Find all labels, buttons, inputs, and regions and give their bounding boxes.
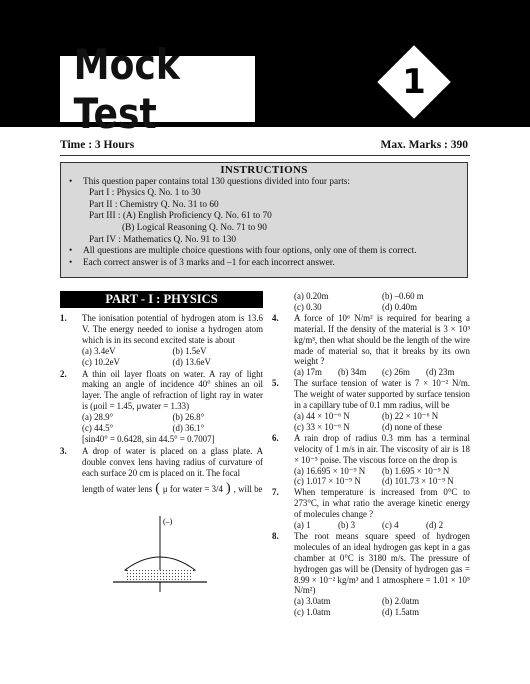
question-text: A force of 10⁶ N/m² is required for bearing a material. If the density of the material is 3 × 10³ kg/m³, then what should be the length of the wire made of material so, that it breaks by its own weight ? [294, 312, 470, 367]
instruction-line: (B) Logical Reasoning Q. No. 71 to 90 [122, 222, 267, 233]
page-title: Mock Test [73, 40, 180, 138]
options [272, 466, 470, 488]
question-text-tail [60, 480, 263, 496]
question [272, 313, 470, 368]
title-box [60, 40, 255, 138]
tail-text: , will be [233, 483, 263, 494]
part-heading: PART - I : PHYSICS [60, 291, 263, 308]
divider [60, 155, 470, 156]
option: (d) 1.5atm [382, 607, 419, 618]
options [272, 596, 470, 618]
option: (c) 10.2eV [82, 356, 120, 367]
options [272, 520, 470, 531]
instructions-box [60, 162, 468, 278]
instruction-line: • Each correct answer is of 3 marks and –1 for each incorrect answer. [61, 258, 467, 270]
option: (b) 2.0atm [382, 596, 419, 607]
option: (a) 0.20m [294, 291, 329, 301]
option: (c) 0.30 [294, 301, 322, 312]
option: (b) 34m [338, 367, 367, 378]
tail-text: length of water lens [82, 483, 153, 494]
instruction-line: • This question paper contains total 130 questions divided into four parts: [61, 177, 467, 189]
paren-right: ) [225, 480, 231, 496]
option: (a) 16.695 × 10⁻⁹ N [294, 465, 366, 476]
paren-left: ( [155, 480, 160, 496]
question-text: A thin oil layer floats on water. A ray of light making an angle of incidence 40° shines an oil layer. The angle of refraction of light ray in water is (μoil = 1.45, μwater = 1.33) [82, 368, 263, 412]
instructions-heading: INSTRUCTIONS [220, 164, 308, 176]
question-text: A rain drop of radius 0.3 mm has a terminal velocity of 1 m/s in air. The viscosity of air is 18 × 10⁻⁵ poise. The viscous force on the drop is [294, 432, 470, 465]
instruction-line: • All questions are multiple choice questions with four options, only one of them is correct. [61, 246, 467, 258]
option: (d) none of these [382, 421, 442, 432]
options [60, 412, 263, 434]
question-number: 7. [272, 487, 279, 498]
figure-label: (–) [163, 517, 173, 526]
question-number: 2. [60, 368, 67, 379]
instruction-line: Part I : Physics Q. No. 1 to 30 [89, 188, 201, 199]
question-text: A drop of water is placed on a glass plate. A double convex lens having radius of curvature of each surface 20 cm is placed on it. The focal [82, 445, 263, 478]
option: (b) 26.8° [172, 412, 205, 423]
instruction-line: Part III : (A) English Proficiency Q. No. 61 to 70 [89, 211, 272, 222]
question-text: The ionisation potential of hydrogen atom is 13.6 V. The energy needed to ionise a hydrogen atom which is in its second excited state is about [82, 313, 263, 345]
options [272, 291, 470, 313]
option: (c) 4 [382, 520, 399, 531]
option: (a) 17m [294, 367, 322, 378]
option: (c) 1.017 × 10⁻⁹ N [294, 476, 361, 487]
option: (d) 23m [426, 367, 455, 378]
option: (d) 13.6eV [172, 356, 211, 367]
option: (d) 36.1° [172, 423, 205, 434]
left-column [60, 313, 263, 495]
option: (c) 1.0atm [294, 607, 331, 618]
question-number: 5. [272, 378, 279, 389]
tail-formula: μ for water = 3/4 [162, 483, 223, 494]
question [60, 313, 263, 346]
options [272, 411, 470, 433]
question-number: 3. [60, 445, 67, 456]
option: (d) 0.40m [382, 301, 418, 312]
option: (a) 28.9° [82, 412, 114, 423]
option: (c) 26m [382, 367, 410, 378]
marks-label: Max. Marks : 390 [380, 139, 468, 151]
question [272, 378, 470, 411]
water-drop [127, 570, 193, 582]
option: (b) 22 × 10⁻⁶ N [382, 410, 439, 421]
question-number: 8. [272, 530, 279, 541]
question [272, 433, 470, 466]
question-text: The surface tension of water is 7 × 10⁻² N/m. The weight of water supported by surface tension in a capillary tube of 0.1 mm radius, will be [294, 378, 470, 411]
option: (a) 3.4eV [82, 345, 116, 356]
question [60, 369, 263, 413]
test-number: 1 [402, 62, 426, 102]
time-label: Time : 3 Hours [60, 139, 135, 151]
question [60, 446, 263, 479]
question-number: 1. [60, 313, 67, 323]
option: (b) 1.695 × 10⁻⁹ N [382, 465, 450, 476]
question-number: 4. [272, 312, 279, 323]
option: (a) 44 × 10⁻⁶ N [294, 410, 350, 421]
question-number: 6. [272, 432, 279, 443]
lens-diagram [105, 512, 215, 594]
option: (c) 33 × 10⁻⁶ N [294, 421, 350, 432]
question-note: [sin40° = 0.6428, sin 44.5° = 0.7007] [82, 433, 215, 444]
instruction-line: Part IV : Mathematics Q. No. 91 to 130 [89, 234, 237, 245]
question [272, 531, 470, 596]
options [60, 346, 263, 368]
option: (c) 44.5° [82, 423, 114, 434]
option: (d) 101.73 × 10⁻⁹ N [382, 476, 454, 487]
option: (a) 1 [294, 520, 311, 531]
option: (b) 1.5eV [172, 345, 207, 356]
instruction-line: Part II : Chemistry Q. No. 31 to 60 [89, 199, 219, 210]
question-text: The root means square speed of hydrogen molecules of an ideal hydrogen gas kept in a gas chamber at 0°C is 3180 m/s. The pressure of hydrogen gas will be (Density of hydrogen gas = 8.99 × 10⁻² kg/m³ and 1 atmosphere = 1.01 × 10⁵ N/m²) [294, 530, 470, 596]
options [272, 367, 470, 378]
option: (d) 2 [426, 520, 444, 531]
option: (b) 3 [338, 520, 356, 531]
right-column [272, 291, 470, 618]
question-text: When temperature is increased from 0°C to 273°C, in what ratio the average kinetic energy of molecules change ? [294, 487, 470, 520]
question [272, 487, 470, 520]
option: (a) 3.0atm [294, 596, 331, 607]
option: (b) –0.60 m [382, 291, 424, 301]
